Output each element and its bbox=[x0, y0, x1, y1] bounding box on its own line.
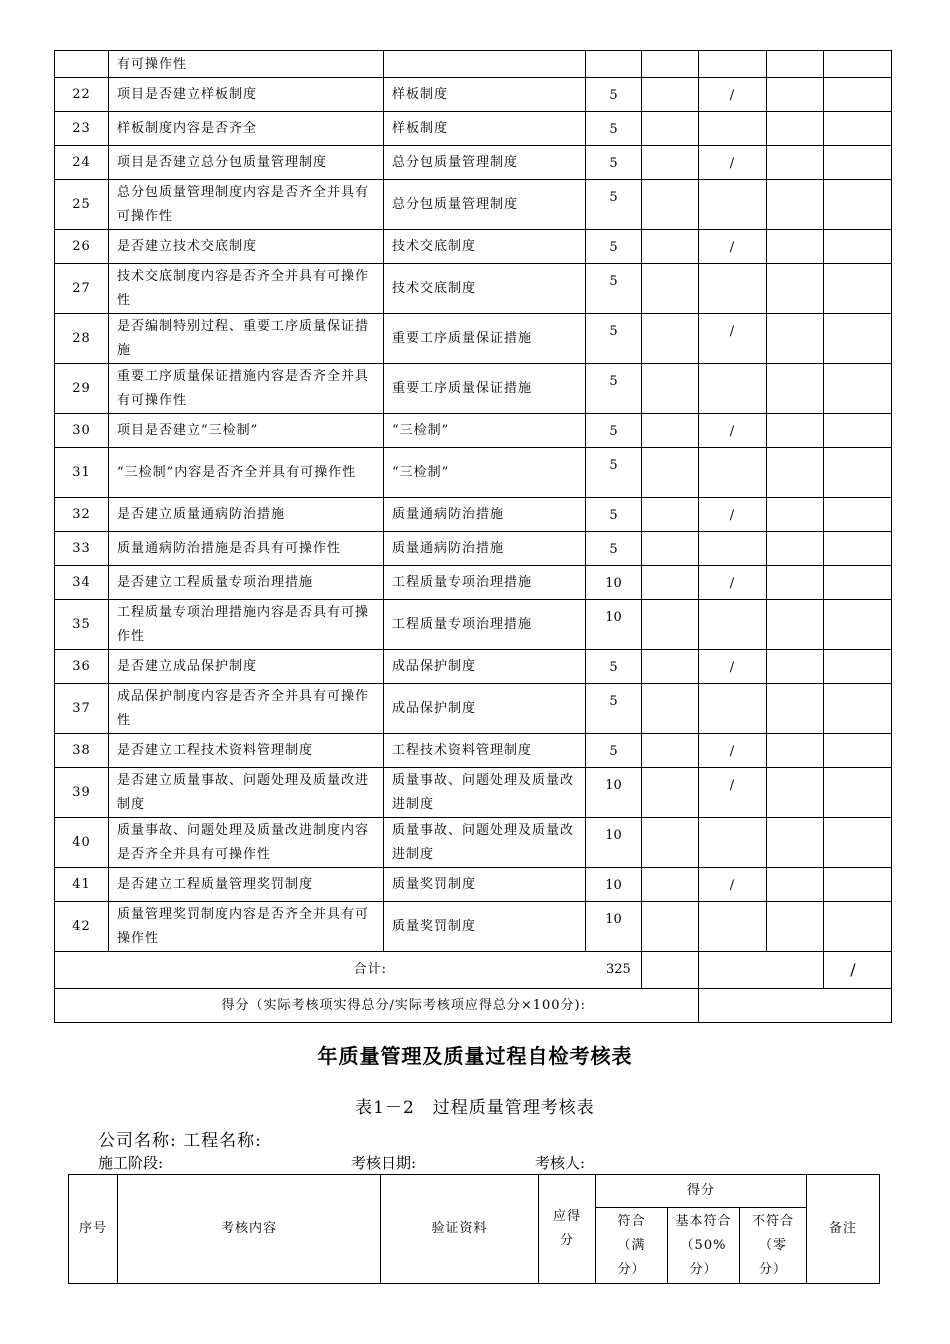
row-col-full bbox=[642, 650, 699, 684]
table-row bbox=[55, 264, 892, 314]
row-mark: / bbox=[699, 566, 767, 600]
row-col-full bbox=[642, 230, 699, 264]
row-number: 26 bbox=[55, 230, 109, 264]
row-col-none bbox=[767, 684, 824, 734]
row-col-full bbox=[642, 180, 699, 230]
row-col-full bbox=[642, 768, 699, 818]
table-row bbox=[55, 868, 892, 902]
row-col-none bbox=[767, 498, 824, 532]
row-material: 质量事故、问题处理及质量改进制度 bbox=[384, 768, 586, 818]
row-remark bbox=[824, 650, 892, 684]
row-col-full bbox=[642, 112, 699, 146]
table-row bbox=[55, 902, 892, 952]
row-number: 42 bbox=[55, 902, 109, 952]
row-material: 技术交底制度 bbox=[384, 264, 586, 314]
row-content: 项目是否建立样板制度 bbox=[109, 78, 384, 112]
row-number: 22 bbox=[55, 78, 109, 112]
row-remark bbox=[824, 902, 892, 952]
row-score: 5 bbox=[586, 684, 642, 734]
row-col-full bbox=[642, 264, 699, 314]
row-col-full bbox=[642, 364, 699, 414]
row-col-none bbox=[767, 51, 824, 78]
row-remark bbox=[824, 600, 892, 650]
row-material: 质量奖罚制度 bbox=[384, 868, 586, 902]
stage-label: 施工阶段: bbox=[98, 1154, 164, 1172]
row-score: 5 bbox=[586, 146, 642, 180]
row-material: 质量事故、问题处理及质量改进制度 bbox=[384, 818, 586, 868]
row-material: 总分包质量管理制度 bbox=[384, 180, 586, 230]
table-subtitle: 表1－2 过程质量管理考核表 bbox=[355, 1098, 595, 1118]
company-line: 公司名称: 工程名称: bbox=[98, 1131, 262, 1151]
row-number: 38 bbox=[55, 734, 109, 768]
row-mark: / bbox=[699, 498, 767, 532]
table-row bbox=[55, 112, 892, 146]
row-content: 质量通病防治措施是否具有可操作性 bbox=[109, 532, 384, 566]
row-material: “三检制” bbox=[384, 414, 586, 448]
row-score: 5 bbox=[586, 650, 642, 684]
row-score: 10 bbox=[586, 868, 642, 902]
row-mark: / bbox=[699, 314, 767, 364]
row-col-none bbox=[767, 600, 824, 650]
row-col-full bbox=[642, 902, 699, 952]
row-remark bbox=[824, 684, 892, 734]
row-mark bbox=[699, 51, 767, 78]
row-score: 5 bbox=[586, 414, 642, 448]
row-col-none bbox=[767, 314, 824, 364]
row-col-full bbox=[642, 498, 699, 532]
row-col-none bbox=[767, 364, 824, 414]
row-col-none bbox=[767, 868, 824, 902]
row-score: 5 bbox=[586, 532, 642, 566]
row-score bbox=[586, 51, 642, 78]
row-number: 41 bbox=[55, 868, 109, 902]
row-col-full bbox=[642, 448, 699, 498]
table-row bbox=[55, 818, 892, 868]
table-row bbox=[55, 314, 892, 364]
row-col-none bbox=[767, 768, 824, 818]
row-content: “三检制”内容是否齐全并具有可操作性 bbox=[109, 448, 384, 498]
row-content: 样板制度内容是否齐全 bbox=[109, 112, 384, 146]
row-content: 重要工序质量保证措施内容是否齐全并具有可操作性 bbox=[109, 364, 384, 414]
row-number: 25 bbox=[55, 180, 109, 230]
row-content: 是否建立质量通病防治措施 bbox=[109, 498, 384, 532]
row-remark bbox=[824, 112, 892, 146]
table-row bbox=[55, 498, 892, 532]
row-number: 37 bbox=[55, 684, 109, 734]
row-mark bbox=[699, 180, 767, 230]
table-row bbox=[55, 448, 892, 498]
table-row bbox=[55, 600, 892, 650]
row-number: 31 bbox=[55, 448, 109, 498]
table-row bbox=[55, 146, 892, 180]
row-mark: / bbox=[699, 146, 767, 180]
row-remark bbox=[824, 264, 892, 314]
col-due: 应得分 bbox=[539, 1175, 596, 1284]
row-material: 样板制度 bbox=[384, 112, 586, 146]
row-number: 30 bbox=[55, 414, 109, 448]
row-col-full bbox=[642, 600, 699, 650]
col-none: 不符合（零分） bbox=[740, 1208, 807, 1284]
score-formula: 得分（实际考核项实得总分/实际考核项应得总分×100分): bbox=[55, 989, 699, 1023]
row-col-none bbox=[767, 532, 824, 566]
row-mark: / bbox=[699, 734, 767, 768]
row-remark bbox=[824, 364, 892, 414]
row-content: 技术交底制度内容是否齐全并具有可操作性 bbox=[109, 264, 384, 314]
row-number: 35 bbox=[55, 600, 109, 650]
row-number: 39 bbox=[55, 768, 109, 818]
row-score: 5 bbox=[586, 78, 642, 112]
assessment-table-1 bbox=[54, 50, 892, 1023]
row-material: 成品保护制度 bbox=[384, 650, 586, 684]
row-score: 10 bbox=[586, 600, 642, 650]
row-content: 质量事故、问题处理及质量改进制度内容是否齐全并具有可操作性 bbox=[109, 818, 384, 868]
row-score: 5 bbox=[586, 264, 642, 314]
table-row bbox=[55, 566, 892, 600]
row-material: 质量通病防治措施 bbox=[384, 532, 586, 566]
table-row bbox=[55, 78, 892, 112]
row-remark bbox=[824, 180, 892, 230]
row-col-none bbox=[767, 264, 824, 314]
row-remark bbox=[824, 314, 892, 364]
row-col-full bbox=[642, 684, 699, 734]
info-line bbox=[98, 1152, 898, 1172]
row-mark bbox=[699, 532, 767, 566]
row-mark: / bbox=[699, 230, 767, 264]
row-number bbox=[55, 51, 109, 78]
row-content: 项目是否建立“三检制” bbox=[109, 414, 384, 448]
table-row bbox=[55, 684, 892, 734]
row-number: 24 bbox=[55, 146, 109, 180]
row-number: 27 bbox=[55, 264, 109, 314]
row-material: 成品保护制度 bbox=[384, 684, 586, 734]
row-number: 33 bbox=[55, 532, 109, 566]
assessor-label: 考核人: bbox=[535, 1154, 586, 1172]
row-col-none bbox=[767, 818, 824, 868]
row-col-none bbox=[767, 734, 824, 768]
row-col-none bbox=[767, 414, 824, 448]
table-row bbox=[55, 532, 892, 566]
table-row bbox=[55, 650, 892, 684]
col-full: 符合（满分） bbox=[596, 1208, 668, 1284]
row-content: 是否建立工程技术资料管理制度 bbox=[109, 734, 384, 768]
row-mark bbox=[699, 448, 767, 498]
row-number: 29 bbox=[55, 364, 109, 414]
row-score: 10 bbox=[586, 818, 642, 868]
assessment-table-2-header bbox=[68, 1174, 880, 1284]
row-content: 项目是否建立总分包质量管理制度 bbox=[109, 146, 384, 180]
row-score: 5 bbox=[586, 230, 642, 264]
row-col-full bbox=[642, 566, 699, 600]
row-col-full bbox=[642, 818, 699, 868]
row-remark bbox=[824, 768, 892, 818]
row-material: 重要工序质量保证措施 bbox=[384, 364, 586, 414]
row-content: 总分包质量管理制度内容是否齐全并具有可操作性 bbox=[109, 180, 384, 230]
row-material bbox=[384, 51, 586, 78]
table-row bbox=[55, 768, 892, 818]
row-material: 工程质量专项治理措施 bbox=[384, 600, 586, 650]
row-material: 质量通病防治措施 bbox=[384, 498, 586, 532]
row-remark bbox=[824, 51, 892, 78]
row-remark bbox=[824, 78, 892, 112]
row-col-full bbox=[642, 868, 699, 902]
row-remark bbox=[824, 566, 892, 600]
row-material: 重要工序质量保证措施 bbox=[384, 314, 586, 364]
row-col-none bbox=[767, 112, 824, 146]
row-score: 5 bbox=[586, 364, 642, 414]
row-col-none bbox=[767, 230, 824, 264]
row-col-none bbox=[767, 566, 824, 600]
col-remark: 备注 bbox=[807, 1175, 880, 1284]
row-number: 34 bbox=[55, 566, 109, 600]
row-number: 28 bbox=[55, 314, 109, 364]
row-number: 40 bbox=[55, 818, 109, 868]
table-row bbox=[55, 734, 892, 768]
row-number: 36 bbox=[55, 650, 109, 684]
col-content: 考核内容 bbox=[118, 1175, 381, 1284]
col-partial: 基本符合（50%分） bbox=[668, 1208, 740, 1284]
row-score: 10 bbox=[586, 566, 642, 600]
row-remark bbox=[824, 146, 892, 180]
row-content: 是否建立工程质量管理奖罚制度 bbox=[109, 868, 384, 902]
row-content: 是否建立成品保护制度 bbox=[109, 650, 384, 684]
row-material: 工程质量专项治理措施 bbox=[384, 566, 586, 600]
row-score: 5 bbox=[586, 734, 642, 768]
row-remark bbox=[824, 230, 892, 264]
table-row bbox=[55, 180, 892, 230]
row-remark bbox=[824, 414, 892, 448]
table-row bbox=[55, 414, 892, 448]
total-label: 合计: bbox=[55, 952, 642, 989]
row-content: 有可操作性 bbox=[109, 51, 384, 78]
row-remark bbox=[824, 818, 892, 868]
row-number: 23 bbox=[55, 112, 109, 146]
row-material: 技术交底制度 bbox=[384, 230, 586, 264]
row-mark bbox=[699, 818, 767, 868]
row-content: 工程质量专项治理措施内容是否具有可操作性 bbox=[109, 600, 384, 650]
row-content: 是否建立技术交底制度 bbox=[109, 230, 384, 264]
row-material: 样板制度 bbox=[384, 78, 586, 112]
row-mark: / bbox=[699, 868, 767, 902]
row-score: 5 bbox=[586, 112, 642, 146]
total-mark: / bbox=[824, 952, 892, 989]
row-content: 是否编制特别过程、重要工序质量保证措施 bbox=[109, 314, 384, 364]
row-remark bbox=[824, 448, 892, 498]
row-score: 10 bbox=[586, 902, 642, 952]
row-mark bbox=[699, 902, 767, 952]
row-content: 成品保护制度内容是否齐全并具有可操作性 bbox=[109, 684, 384, 734]
col-score: 得分 bbox=[596, 1175, 807, 1208]
row-col-none bbox=[767, 146, 824, 180]
row-mark bbox=[699, 112, 767, 146]
row-remark bbox=[824, 532, 892, 566]
row-col-full bbox=[642, 314, 699, 364]
row-score: 5 bbox=[586, 498, 642, 532]
row-remark bbox=[824, 734, 892, 768]
row-material: 总分包质量管理制度 bbox=[384, 146, 586, 180]
row-material: 质量奖罚制度 bbox=[384, 902, 586, 952]
date-label: 考核日期: bbox=[351, 1154, 417, 1172]
row-mark bbox=[699, 264, 767, 314]
row-mark bbox=[699, 600, 767, 650]
table-row bbox=[55, 51, 892, 78]
row-col-full bbox=[642, 734, 699, 768]
row-score: 10 bbox=[586, 768, 642, 818]
table-row bbox=[55, 230, 892, 264]
table-row bbox=[55, 364, 892, 414]
row-score: 5 bbox=[586, 448, 642, 498]
row-content: 质量管理奖罚制度内容是否齐全并具有可操作性 bbox=[109, 902, 384, 952]
row-col-full bbox=[642, 51, 699, 78]
row-mark bbox=[699, 684, 767, 734]
row-col-none bbox=[767, 448, 824, 498]
row-col-full bbox=[642, 414, 699, 448]
total-row bbox=[55, 952, 892, 989]
row-col-full bbox=[642, 146, 699, 180]
row-remark bbox=[824, 498, 892, 532]
row-col-none bbox=[767, 650, 824, 684]
row-content: 是否建立质量事故、问题处理及质量改进制度 bbox=[109, 768, 384, 818]
row-score: 5 bbox=[586, 314, 642, 364]
row-number: 32 bbox=[55, 498, 109, 532]
row-content: 是否建立工程质量专项治理措施 bbox=[109, 566, 384, 600]
row-mark: / bbox=[699, 78, 767, 112]
score-formula-row bbox=[55, 989, 892, 1023]
row-mark: / bbox=[699, 650, 767, 684]
row-col-none bbox=[767, 78, 824, 112]
row-material: 工程技术资料管理制度 bbox=[384, 734, 586, 768]
row-score: 5 bbox=[586, 180, 642, 230]
row-material: “三检制” bbox=[384, 448, 586, 498]
row-remark bbox=[824, 868, 892, 902]
col-no: 序号 bbox=[69, 1175, 118, 1284]
row-col-full bbox=[642, 532, 699, 566]
document-title: 年质量管理及质量过程自检考核表 bbox=[317, 1044, 633, 1068]
row-col-full bbox=[642, 78, 699, 112]
row-col-none bbox=[767, 180, 824, 230]
row-mark: / bbox=[699, 414, 767, 448]
total-value: 325 bbox=[642, 952, 699, 989]
col-material: 验证资料 bbox=[381, 1175, 539, 1284]
row-mark: / bbox=[699, 768, 767, 818]
row-mark bbox=[699, 364, 767, 414]
row-col-none bbox=[767, 902, 824, 952]
